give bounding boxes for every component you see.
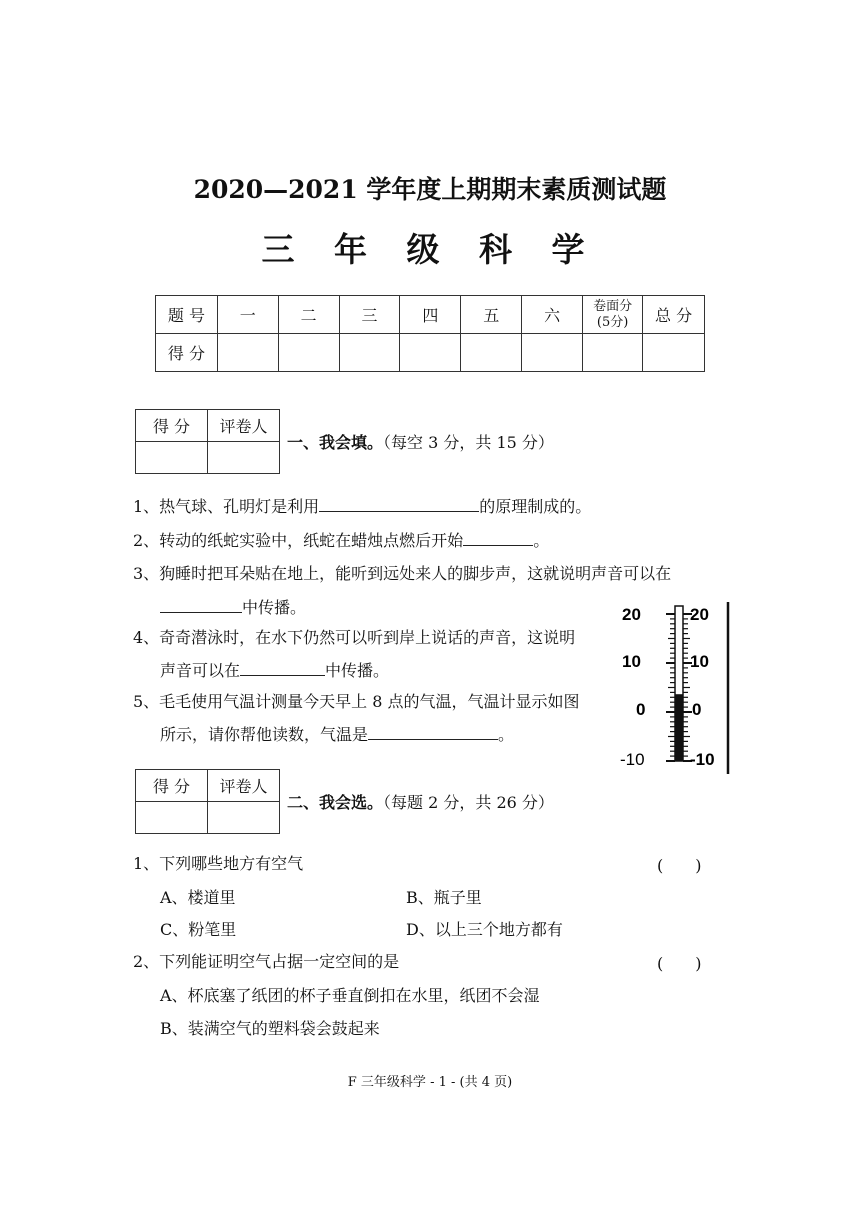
score-cell-appearance [583, 296, 643, 334]
section2-title: 二、我会选。 [287, 793, 384, 812]
score-input-cell[interactable] [400, 334, 461, 372]
section2-grader-box [135, 769, 280, 834]
choice-question-1: 1、下列哪些地方有空气 [133, 854, 304, 873]
score-cell: 五 [461, 296, 522, 334]
answer-parentheses[interactable]: ( ) [657, 954, 702, 973]
question-text: 。 [498, 725, 515, 744]
thermometer-liquid [675, 694, 683, 761]
section1-title: 一、我会填。 [287, 433, 384, 452]
question-text: 2、转动的纸蛇实验中，纸蛇在蜡烛点燃后开始 [133, 531, 464, 550]
score-cell: 六 [522, 296, 583, 334]
choice-question-2: 2、下列能证明空气占据一定空间的是 [133, 952, 400, 971]
appearance-points: (5分) [596, 314, 629, 330]
answer-parentheses[interactable]: ( ) [657, 856, 702, 875]
answer-blank[interactable] [368, 723, 498, 740]
score-input-cell[interactable] [278, 334, 339, 372]
fill-question-3 [133, 563, 671, 585]
appearance-label: 卷面分 [593, 298, 633, 314]
grader-score-label: 得 分 [136, 410, 208, 442]
question-text: 5、毛毛使用气温计测量今天早上 8 点的气温，气温计显示如图 [133, 692, 580, 711]
fill-question-1 [133, 495, 591, 518]
fill-question-4-cont [160, 659, 389, 682]
option-b: B、装满空气的塑料袋会鼓起来 [160, 1019, 380, 1038]
thermometer-label-left-0: 0 [636, 700, 646, 719]
subject-title: 三 年 级 科 学 [261, 230, 599, 269]
question-text: 3、狗睡时把耳朵贴在地上，能听到远处来人的脚步声，这就说明声音可以在 [133, 564, 672, 583]
answer-blank[interactable] [240, 659, 325, 676]
answer-blank[interactable] [160, 596, 242, 613]
option-b: B、瓶子里 [406, 888, 482, 907]
thermometer-label-right-0: 0 [692, 700, 702, 719]
question-text: 中传播。 [242, 598, 307, 617]
score-table [155, 295, 705, 372]
grader-name-cell[interactable] [208, 442, 280, 474]
section2-heading [287, 790, 554, 813]
option-a: A、楼道里 [160, 888, 236, 907]
question-text: 声音可以在 [160, 661, 241, 680]
thermometer-label-left-20: 20 [622, 605, 641, 624]
question-text: 中传播。 [325, 661, 390, 680]
score-cell: 题 号 [156, 296, 218, 334]
thermometer-label-right-10: 10 [690, 652, 709, 671]
score-cell: 四 [400, 296, 461, 334]
score-input-cell[interactable] [583, 334, 643, 372]
thermometer-figure [618, 598, 740, 780]
score-input-cell[interactable] [217, 334, 278, 372]
grader-name-label: 评卷人 [208, 410, 280, 442]
thermometer-label-left-minus10: -10 [620, 750, 645, 769]
score-cell: 三 [339, 296, 400, 334]
question-text: 。 [533, 531, 550, 550]
question-text: 的原理制成的。 [479, 497, 592, 516]
score-table-score-row [156, 334, 705, 372]
section1-note: （每空 3 分，共 15 分） [383, 433, 554, 452]
score-cell: 二 [278, 296, 339, 334]
grader-score-cell[interactable] [136, 802, 208, 834]
score-input-cell[interactable] [522, 334, 583, 372]
score-input-cell[interactable] [643, 334, 705, 372]
page-footer: F 三年级科学 - 1 - (共 4 页) [347, 1075, 513, 1090]
thermometer-label-left-10: 10 [622, 652, 641, 671]
section2-note: （每题 2 分，共 26 分） [383, 793, 554, 812]
score-cell: 总 分 [643, 296, 705, 334]
question-text: 1、热气球、孔明灯是利用 [133, 497, 320, 516]
exam-title: 2020—2021 学年度上期期末素质测试题 [193, 175, 667, 204]
option-c: C、粉笔里 [160, 920, 237, 939]
section1-heading [287, 430, 554, 453]
option-d: D、以上三个地方都有 [406, 920, 563, 939]
fill-question-2 [133, 529, 549, 552]
thermometer-label-right-minus10: -10 [690, 750, 715, 769]
question-text: 4、奇奇潜泳时，在水下仍然可以听到岸上说话的声音，这说明 [133, 628, 576, 647]
answer-blank[interactable] [319, 495, 479, 512]
score-cell: 一 [217, 296, 278, 334]
fill-question-3-cont [160, 596, 306, 619]
thermometer-label-right-20: 20 [690, 605, 709, 624]
grader-score-cell[interactable] [136, 442, 208, 474]
section1-grader-box [135, 409, 280, 474]
grader-name-label: 评卷人 [208, 770, 280, 802]
fill-question-4 [133, 627, 575, 649]
score-input-cell[interactable] [339, 334, 400, 372]
answer-blank[interactable] [463, 529, 533, 546]
fill-question-5 [133, 691, 580, 713]
fill-question-5-cont [160, 723, 514, 746]
grader-score-label: 得 分 [136, 770, 208, 802]
question-text: 所示，请你帮他读数，气温是 [160, 725, 369, 744]
score-row-label: 得 分 [156, 334, 218, 372]
score-table-header-row [156, 296, 705, 334]
score-input-cell[interactable] [461, 334, 522, 372]
option-a: A、杯底塞了纸团的杯子垂直倒扣在水里，纸团不会湿 [160, 986, 540, 1005]
grader-name-cell[interactable] [208, 802, 280, 834]
